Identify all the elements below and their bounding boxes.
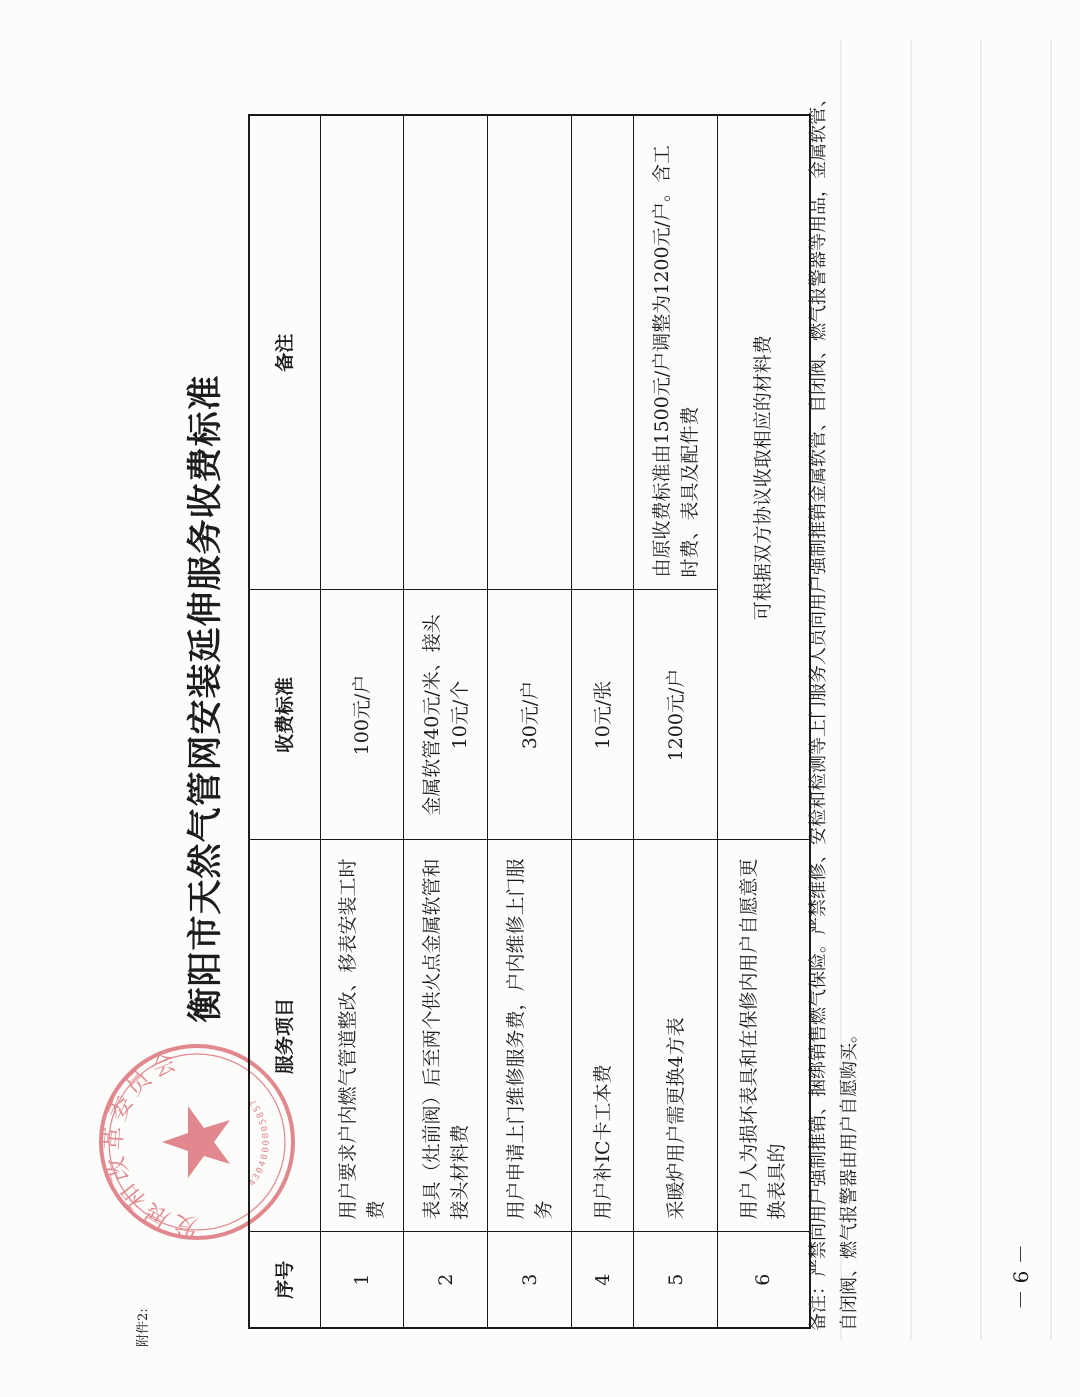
- row-remark: [572, 115, 634, 590]
- header-number: 序号: [249, 1232, 321, 1328]
- table-header-row: [249, 115, 321, 1328]
- row-number: 5: [634, 1232, 718, 1328]
- row-standard: 100元/户: [321, 590, 404, 840]
- header-service-item: 服务项目: [249, 840, 321, 1232]
- attachment-label: 附件2:: [136, 1308, 151, 1347]
- table-row: [321, 115, 404, 1328]
- header-remark: 备注: [249, 115, 321, 590]
- row-remark: [321, 115, 404, 590]
- table-row: [718, 115, 810, 1328]
- row-standard: 金属软管40元/米、接头10元/个: [404, 590, 488, 840]
- svg-text:发展和改革委员会: 发展和改革委员会: [99, 1046, 201, 1241]
- row-standard: 30元/户: [488, 590, 572, 840]
- page-number: － 6 －: [1009, 1244, 1033, 1310]
- row-standard: 10元/张: [572, 590, 634, 840]
- row-number: 2: [404, 1232, 488, 1328]
- row-item: 用户补IC卡工本费: [572, 840, 634, 1232]
- row-number: 1: [321, 1232, 404, 1328]
- row-number: 6: [718, 1232, 810, 1328]
- table-row: [634, 115, 718, 1328]
- header-fee-standard: 收费标准: [249, 590, 321, 840]
- table-row: [572, 115, 634, 1328]
- table-row: [488, 115, 572, 1328]
- row-remark: [404, 115, 488, 590]
- row-number: 3: [488, 1232, 572, 1328]
- row-item: 用户人为损坏表具和在保修内用户自愿意更换表具的: [718, 840, 810, 1232]
- svg-text:4304000005857: 4304000005857: [246, 1095, 272, 1189]
- row-standard: 1200元/户: [634, 590, 718, 840]
- fee-table: [248, 114, 811, 1329]
- row-standard: 可根据双方协议收取相应的材料费: [718, 115, 810, 840]
- footnote: 备注：严禁向用户强制推销、捆绑销售燃气保险。严禁维修、安检和检测等上门服务人员向用户强制推销金属软管、自闭阀、燃气报警器等用品，金属软管、自闭阀、燃气报警器由用户自愿购买。: [808, 89, 860, 1331]
- row-item: 采暖炉用户需更换4方表: [634, 840, 718, 1232]
- row-remark: 由原收费标准由1500元/户调整为1200元/户。含工时费、表具及配件费: [634, 115, 718, 590]
- table-row: [404, 115, 488, 1328]
- row-item: 用户申请上门维修服务费，户内维修上门服务: [488, 840, 572, 1232]
- document-title: 衡阳市天然气管网安装延伸服务收费标准: [185, 374, 226, 1023]
- row-remark: [488, 115, 572, 590]
- row-number: 4: [572, 1232, 634, 1328]
- row-item: 用户要求户内燃气管道整改、移表安装工时费: [321, 840, 404, 1232]
- row-item: 表具（灶前阀）后至两个供火点金属软管和接头材料费: [404, 840, 488, 1232]
